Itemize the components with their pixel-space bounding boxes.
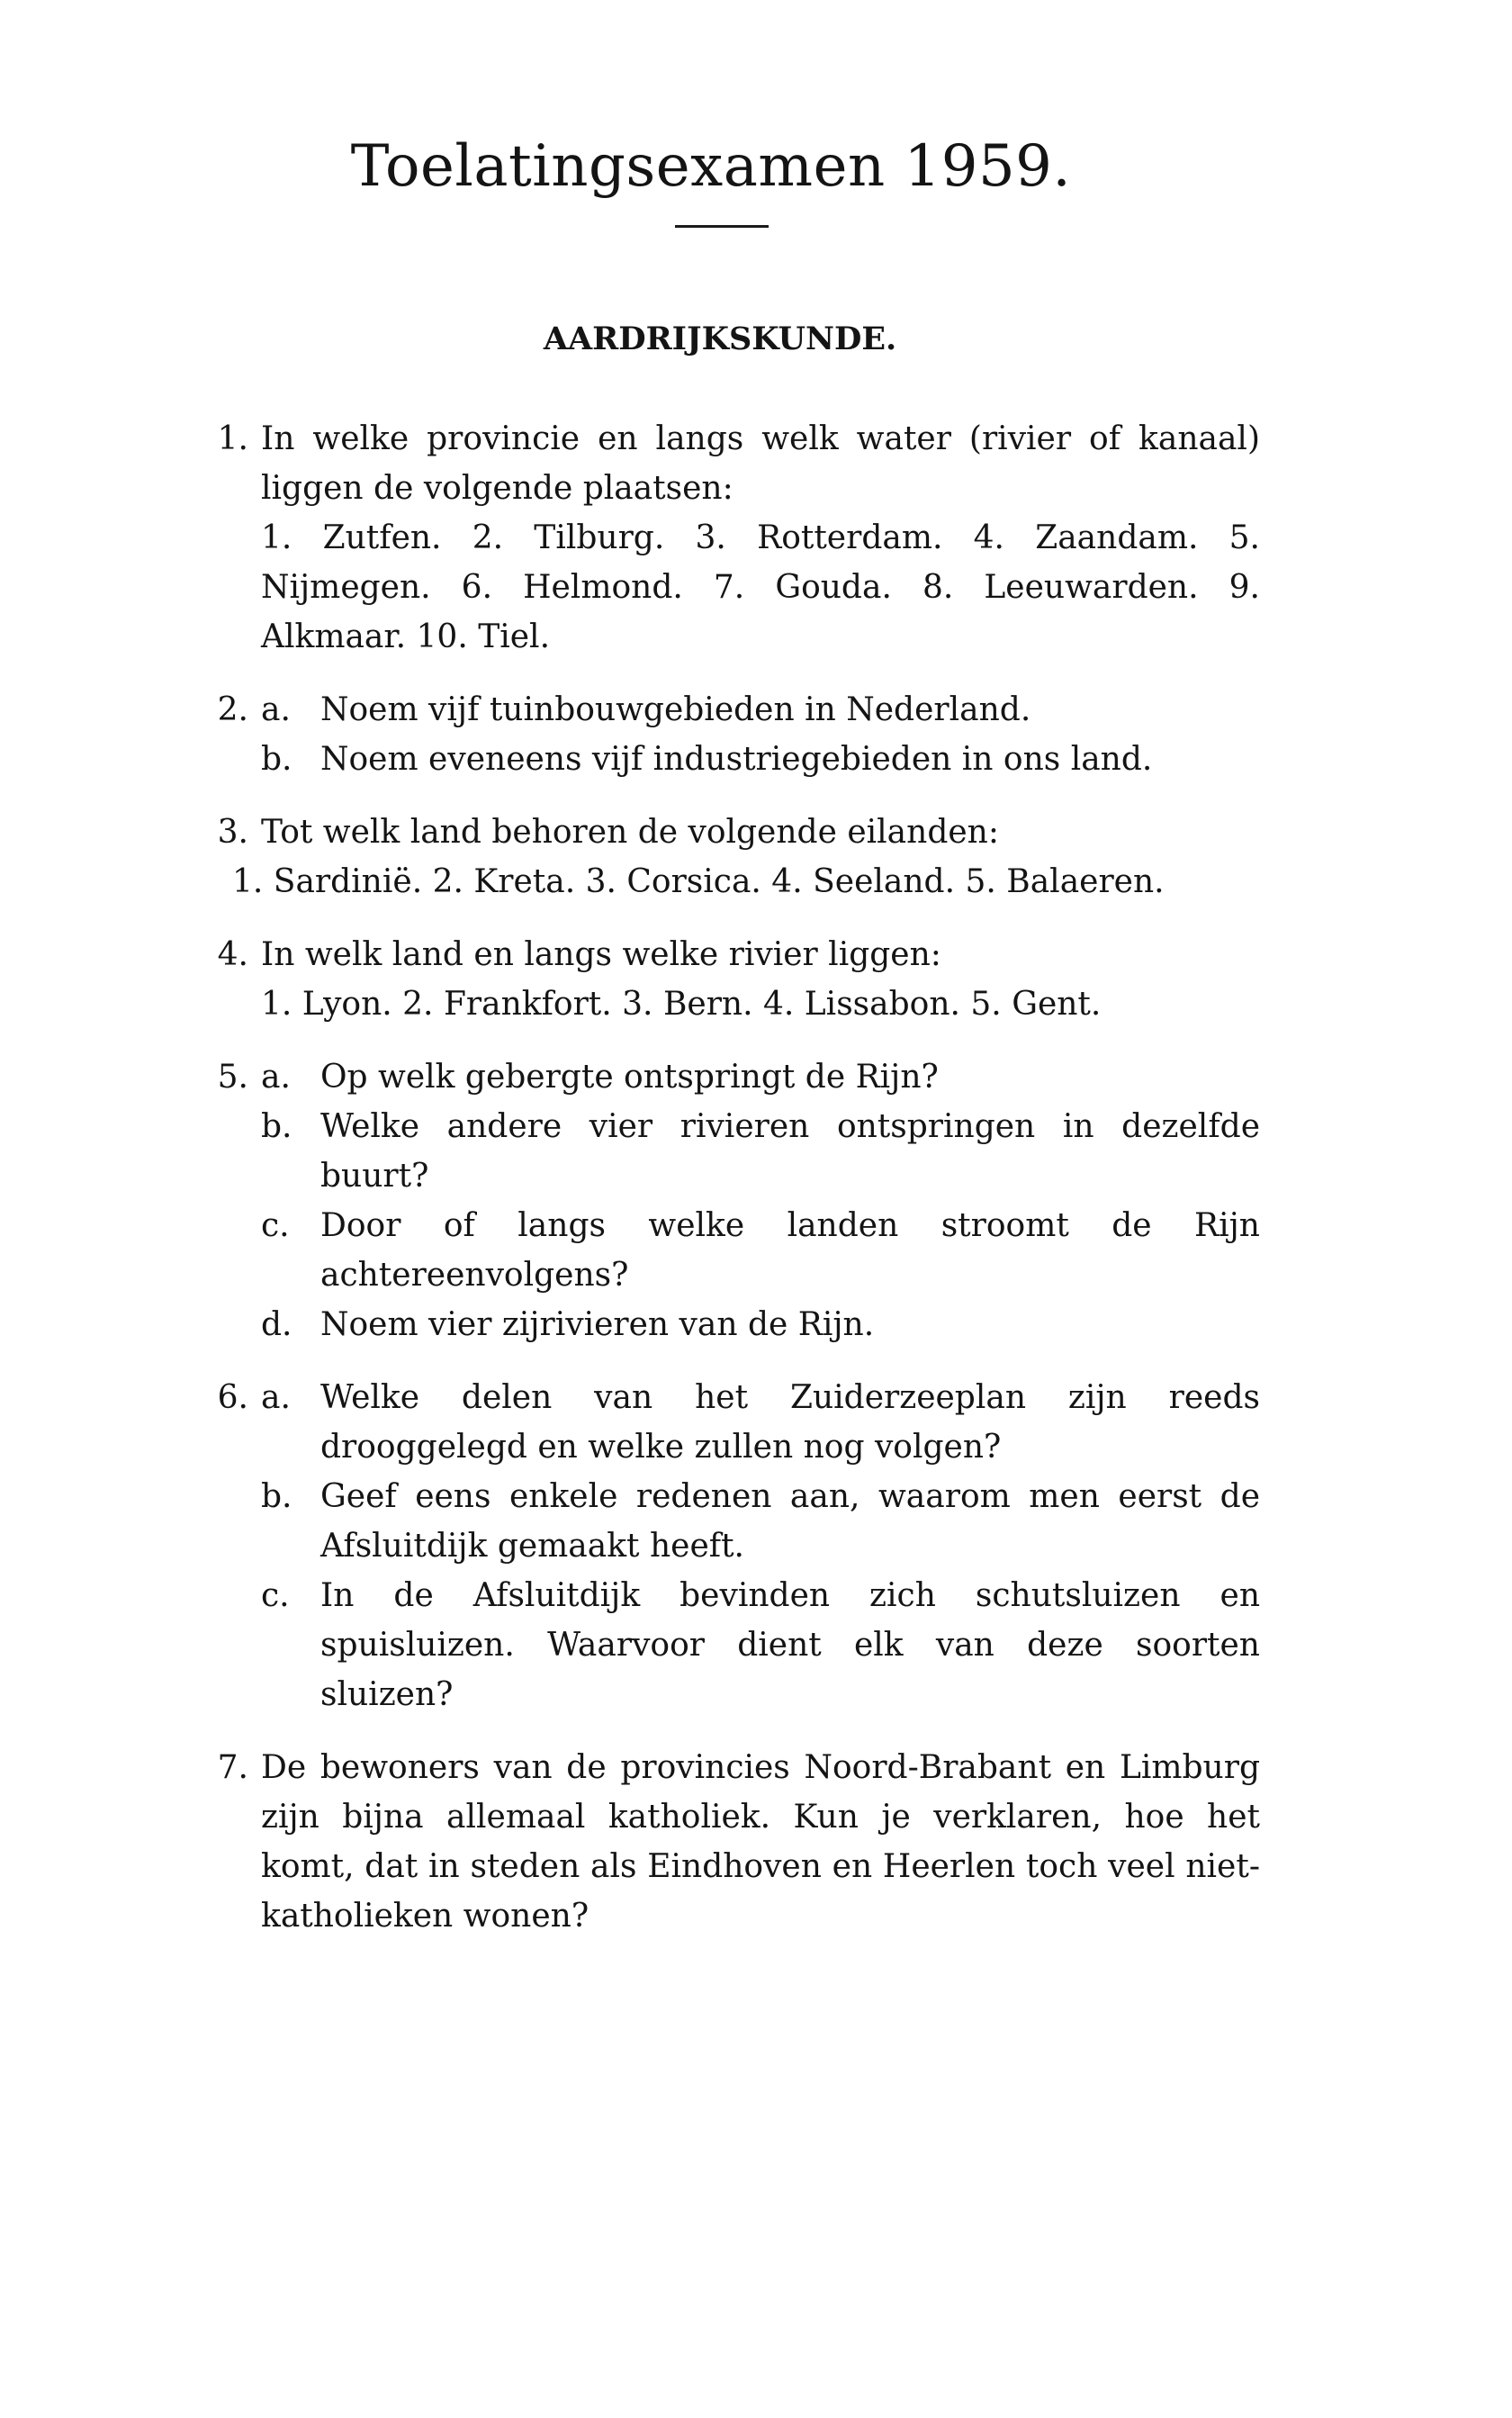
part-text: Welke andere vier rivieren ontspringen in dezelfde buurt? [320, 1108, 1260, 1195]
question-5c [261, 1201, 1260, 1300]
question-2a [261, 685, 1260, 735]
question-text: Tot welk land behoren de volgende eilanden: [261, 814, 999, 851]
question-number: 3. [217, 814, 248, 851]
question-5d [261, 1300, 1260, 1349]
part-label: d. [261, 1306, 292, 1343]
question-1 [189, 414, 1260, 662]
subject-heading: AARDRIJKSKUNDE. [543, 320, 897, 357]
part-label: b. [261, 1478, 292, 1515]
part-label: c. [261, 1577, 290, 1614]
question-text: In welke provincie en langs welk water (rivier of kanaal) liggen de volgende plaatsen: [261, 420, 1260, 507]
question-6 [189, 1373, 1260, 1719]
question-text: De bewoners van de provincies Noord-Brabant en Limburg zijn bijna allemaal katholiek. Kun je verklaren, hoe het komt, dat in steden als Eindhoven en Heerlen toch veel niet-katholieken wonen? [261, 1749, 1260, 1935]
question-7 [189, 1743, 1260, 1941]
question-list [189, 414, 1260, 1964]
page-title: Toelatingsexamen 1959. [350, 133, 1072, 200]
question-number: 6. [217, 1379, 248, 1416]
part-text: In de Afsluitdijk bevinden zich schutsluizen en spuisluizen. Waarvoor dient elk van deze soorten sluizen? [320, 1577, 1260, 1713]
part-label: b. [261, 1108, 292, 1145]
question-5 [189, 1052, 1260, 1349]
question-number: 1. [217, 420, 248, 457]
question-places-list: 1. Zutfen. 2. Tilburg. 3. Rotterdam. 4. Zaandam. 5. Nijmegen. 6. Helmond. 7. Gouda. 8. Leeuwarden. 9. Alkmaar. 10. Tiel. [261, 519, 1260, 655]
part-label: a. [261, 1059, 291, 1096]
part-text: Noem vier zijrivieren van de Rijn. [320, 1306, 875, 1343]
part-label: a. [261, 691, 291, 728]
question-3 [189, 808, 1260, 907]
question-islands-list: 1. Sardinië. 2. Kreta. 3. Corsica. 4. Seeland. 5. Balaeren. [232, 863, 1165, 900]
question-number: 4. [217, 936, 248, 973]
title-divider [675, 225, 769, 228]
question-number: 7. [217, 1749, 248, 1786]
question-2b [261, 735, 1260, 784]
part-text: Door of langs welke landen stroomt de Rijn achtereenvolgens? [320, 1207, 1260, 1294]
question-5b [261, 1102, 1260, 1201]
part-text: Noem eveneens vijf industriegebieden in ons land. [320, 741, 1153, 778]
question-4 [189, 930, 1260, 1029]
question-number: 5. [217, 1059, 248, 1096]
question-5a [261, 1052, 1260, 1102]
question-number: 2. [217, 691, 248, 728]
part-text: Geef eens enkele redenen aan, waarom men eerst de Afsluitdijk gemaakt heeft. [320, 1478, 1260, 1565]
part-label: a. [261, 1379, 291, 1416]
part-label: b. [261, 741, 292, 778]
part-text: Op welk gebergte ontspringt de Rijn? [320, 1059, 939, 1096]
part-label: c. [261, 1207, 290, 1244]
question-6c [261, 1571, 1260, 1719]
question-text: In welk land en langs welke rivier liggen: [261, 936, 941, 973]
part-text: Noem vijf tuinbouwgebieden in Nederland. [320, 691, 1031, 728]
question-6b [261, 1472, 1260, 1571]
question-6a [261, 1373, 1260, 1472]
part-text: Welke delen van het Zuiderzeeplan zijn reeds drooggelegd en welke zullen nog volgen? [320, 1379, 1260, 1466]
question-2 [189, 685, 1260, 784]
question-cities-list: 1. Lyon. 2. Frankfort. 3. Bern. 4. Lissabon. 5. Gent. [261, 986, 1102, 1023]
